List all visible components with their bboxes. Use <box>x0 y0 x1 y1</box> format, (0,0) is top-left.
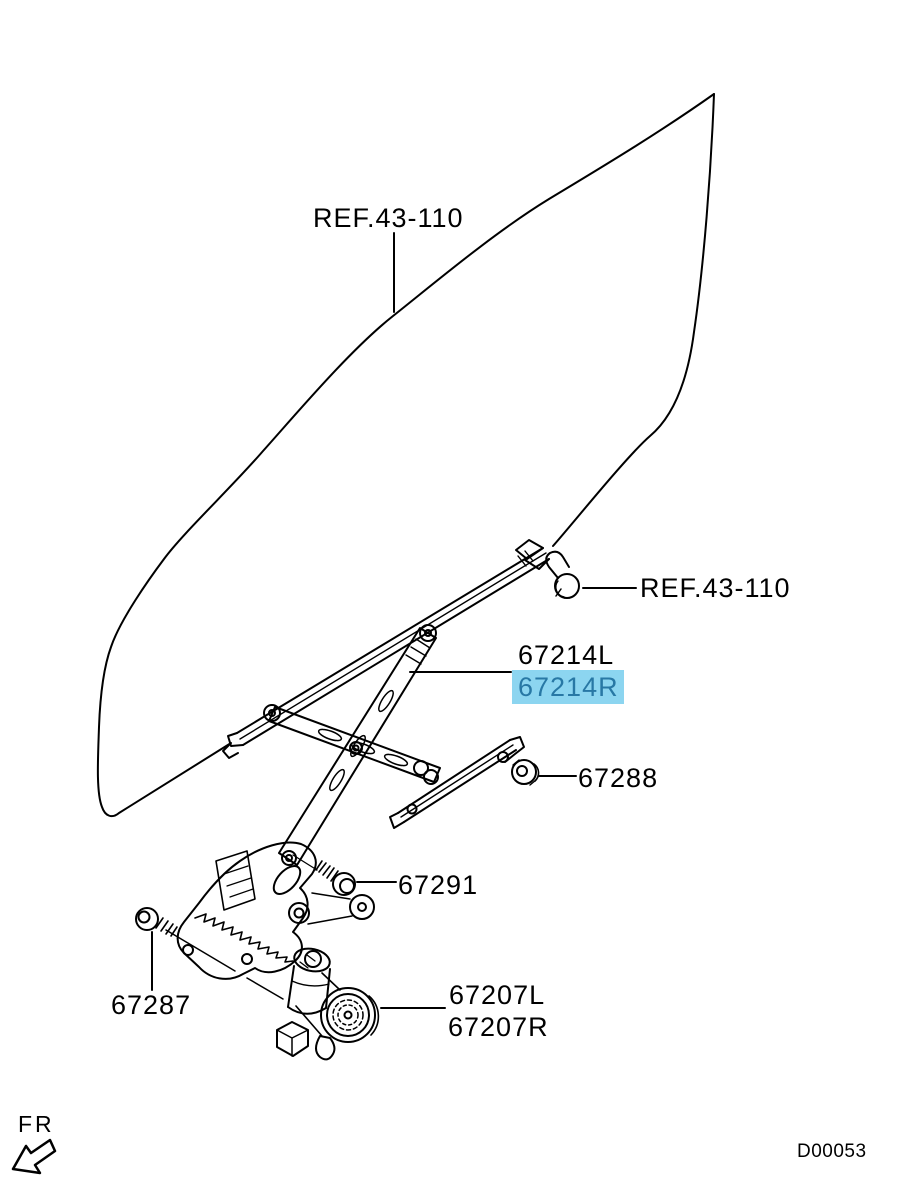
bolt-67287 <box>136 908 177 936</box>
glass-clip-fastener <box>546 552 579 598</box>
label-part-67207L[interactable]: 67207L <box>449 980 546 1010</box>
sector-gear-plate <box>178 843 374 979</box>
equalizer-channel <box>390 737 524 828</box>
label-part-67207R[interactable]: 67207R <box>448 1012 549 1042</box>
label-part-67214L[interactable]: 67214L <box>518 640 615 670</box>
label-part-67288[interactable]: 67288 <box>578 763 659 793</box>
label-part-67291[interactable]: 67291 <box>398 870 479 900</box>
window-regulator <box>264 625 440 865</box>
drawing-code: D00053 <box>797 1141 867 1162</box>
leader-lines <box>152 233 636 1008</box>
label-part-67214R-selected[interactable]: 67214R <box>518 671 619 702</box>
front-direction-label: FR <box>18 1111 55 1137</box>
glass-run-channel <box>223 540 549 758</box>
label-ref-door-glass[interactable]: REF.43-110 <box>313 203 464 233</box>
label-ref-glass-clip[interactable]: REF.43-110 <box>640 573 791 603</box>
bolt-67291 <box>316 861 355 895</box>
nut-67288 <box>512 760 539 785</box>
highlight-box[interactable] <box>512 670 624 704</box>
fr-arrow-icon <box>13 1140 55 1173</box>
label-part-67287[interactable]: 67287 <box>111 990 192 1020</box>
